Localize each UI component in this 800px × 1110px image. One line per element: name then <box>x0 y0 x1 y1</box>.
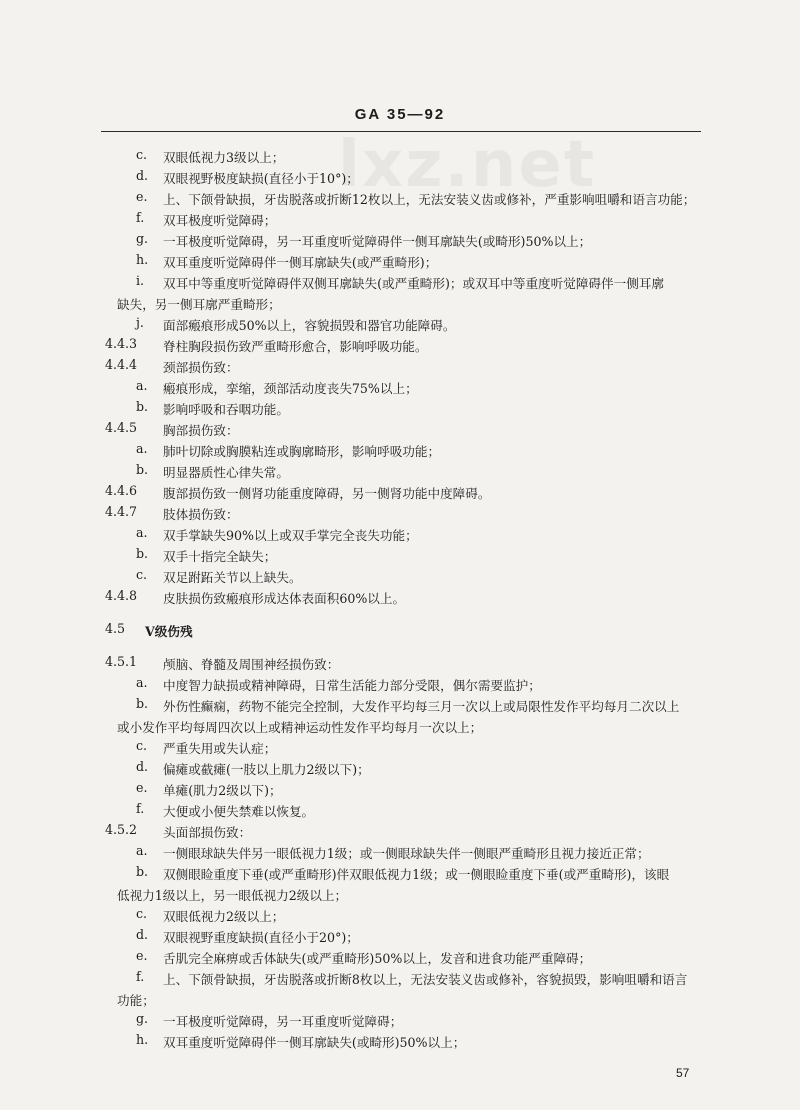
line-text: 舌肌完全麻痹或舌体缺失(或严重畸形)50%以上，发音和进食功能严重障碍； <box>163 951 592 966</box>
line-text: 上、下颌骨缺损，牙齿脱落或折断12枚以上，无法安装义齿或修补，严重影响咀嚼和语言功能； <box>163 192 696 207</box>
text-line <box>0 780 800 801</box>
section-line <box>0 588 800 609</box>
line-label: g. <box>136 1011 149 1026</box>
line-text: 双眼低视力2级以上； <box>163 909 285 924</box>
text-line <box>0 843 800 864</box>
section-gap <box>0 642 800 654</box>
line-label: 4.4.6 <box>105 483 138 498</box>
text-line <box>0 948 800 969</box>
line-label: f. <box>136 210 145 225</box>
line-label: f. <box>136 801 145 816</box>
section-gap <box>0 609 800 621</box>
line-label: c. <box>136 147 148 162</box>
text-line <box>0 990 800 1011</box>
line-label: h. <box>136 1032 149 1047</box>
section-line <box>0 654 800 675</box>
section-line <box>0 420 800 441</box>
line-text: 双手掌缺失90%以上或双手掌完全丧失功能； <box>163 528 418 543</box>
line-text: 外伤性癫痫，药物不能完全控制，大发作平均每三月一次以上或局限性发作平均每月二次以上 <box>163 699 680 714</box>
line-label: 4.5.1 <box>105 654 138 669</box>
text-line <box>0 969 800 990</box>
text-line <box>0 168 800 189</box>
text-line <box>0 189 800 210</box>
text-line <box>0 927 800 948</box>
line-label: 4.4.4 <box>105 357 138 372</box>
line-label: 4.4.8 <box>105 588 138 603</box>
line-text: 一耳极度听觉障碍，另一耳重度听觉障碍伴一侧耳廓缺失(或畸形)50%以上； <box>163 234 592 249</box>
line-label: a. <box>136 843 148 858</box>
line-text: 面部瘢痕形成50%以上，容貌损毁和器官功能障碍。 <box>163 318 456 333</box>
line-label: d. <box>136 927 149 942</box>
text-line <box>0 546 800 567</box>
line-text: 双耳中等重度听觉障碍伴双侧耳廓缺失(或严重畸形)；或双耳中等重度听觉障碍伴一侧耳廓 <box>163 276 664 291</box>
line-label: c. <box>136 738 148 753</box>
text-line <box>0 231 800 252</box>
line-text: 双眼低视力3级以上； <box>163 150 285 165</box>
line-text: 低视力1级以上，另一眼低视力2级以上； <box>117 888 348 903</box>
text-line <box>0 567 800 588</box>
line-text: 中度智力缺损或精神障碍，日常生活能力部分受限，偶尔需要监护； <box>163 678 541 693</box>
line-text: 双手十指完全缺失； <box>163 549 277 564</box>
page-number: 57 <box>676 1066 690 1080</box>
line-text: 双足跗跖关节以上缺失。 <box>163 570 302 585</box>
line-label: 4.5.2 <box>105 822 138 837</box>
line-text: 肢体损伤致： <box>163 507 239 522</box>
line-text: 严重失用或失认症； <box>163 741 277 756</box>
line-text: 颅脑、脊髓及周围神经损伤致： <box>163 657 340 672</box>
line-label: e. <box>136 780 148 795</box>
line-text: 双眼视野极度缺损(直径小于10°)； <box>163 171 359 186</box>
line-text: 胸部损伤致： <box>163 423 239 438</box>
text-line <box>0 378 800 399</box>
text-line <box>0 885 800 906</box>
line-text: 腹部损伤致一侧肾功能重度障碍，另一侧肾功能中度障碍。 <box>163 486 491 501</box>
line-label: i. <box>136 273 145 288</box>
line-text: 双耳重度听觉障碍伴一侧耳廓缺失(或畸形)50%以上； <box>163 1035 466 1050</box>
line-label: h. <box>136 252 149 267</box>
line-text: 瘢痕形成，挛缩，颈部活动度丧失75%以上； <box>163 381 418 396</box>
line-text: 或小发作平均每周四次以上或精神运动性发作平均每月一次以上； <box>117 720 483 735</box>
line-text: 单瘫(肌力2级以下)； <box>163 783 282 798</box>
text-line <box>0 525 800 546</box>
line-text: 双眼视野重度缺损(直径小于20°)； <box>163 930 359 945</box>
line-label: e. <box>136 189 148 204</box>
line-label: a. <box>136 441 148 456</box>
text-line <box>0 801 800 822</box>
section-line <box>0 483 800 504</box>
line-text: 脊柱胸段损伤致严重畸形愈合，影响呼吸功能。 <box>163 339 428 354</box>
text-line <box>0 717 800 738</box>
text-line <box>0 441 800 462</box>
line-label: b. <box>136 546 149 561</box>
section-line <box>0 621 800 642</box>
line-label: j. <box>136 315 144 330</box>
line-text: Ⅴ级伤残 <box>145 624 193 639</box>
line-text: 头面部损伤致： <box>163 825 252 840</box>
line-label: b. <box>136 864 149 879</box>
text-line <box>0 906 800 927</box>
line-text: 偏瘫或截瘫(一肢以上肌力2级以下)； <box>163 762 370 777</box>
line-text: 大便或小便失禁难以恢复。 <box>163 804 315 819</box>
line-label: a. <box>136 378 148 393</box>
line-text: 上、下颌骨缺损，牙齿脱落或折断8枚以上，无法安装义齿或修补，容貌损毁，影响咀嚼和语言 <box>163 972 688 987</box>
text-line <box>0 294 800 315</box>
line-label: 4.4.7 <box>105 504 138 519</box>
line-text: 一侧眼球缺失伴另一眼低视力1级；或一侧眼球缺失伴一侧眼严重畸形且视力接近正常； <box>163 846 650 861</box>
line-text: 颈部损伤致： <box>163 360 239 375</box>
text-line <box>0 252 800 273</box>
text-line <box>0 462 800 483</box>
line-label: a. <box>136 675 148 690</box>
text-line <box>0 759 800 780</box>
line-label: 4.4.5 <box>105 420 138 435</box>
line-label: 4.5 <box>105 621 126 636</box>
line-text: 影响呼吸和吞咽功能。 <box>163 402 289 417</box>
line-text: 明显器质性心律失常。 <box>163 465 289 480</box>
line-text: 肺叶切除或胸膜粘连或胸廓畸形，影响呼吸功能； <box>163 444 441 459</box>
line-text: 一耳极度听觉障碍，另一耳重度听觉障碍； <box>163 1014 403 1029</box>
section-line <box>0 504 800 525</box>
document-body <box>0 147 800 1053</box>
line-label: e. <box>136 948 148 963</box>
line-label: b. <box>136 696 149 711</box>
line-label: a. <box>136 525 148 540</box>
line-label: d. <box>136 168 149 183</box>
document-code-header: GA 35—92 <box>354 106 446 123</box>
line-text: 功能； <box>117 993 155 1008</box>
text-line <box>0 1011 800 1032</box>
text-line <box>0 696 800 717</box>
text-line <box>0 1032 800 1053</box>
line-label: b. <box>136 462 149 477</box>
line-text: 双侧眼睑重度下垂(或严重畸形)伴双眼低视力1级；或一侧眼睑重度下垂(或严重畸形)，该眼 <box>163 867 670 882</box>
text-line <box>0 738 800 759</box>
line-text: 双耳重度听觉障碍伴一侧耳廓缺失(或严重畸形)； <box>163 255 438 270</box>
line-label: f. <box>136 969 145 984</box>
section-line <box>0 822 800 843</box>
text-line <box>0 864 800 885</box>
line-text: 双耳极度听觉障碍； <box>163 213 277 228</box>
text-line <box>0 273 800 294</box>
text-line <box>0 675 800 696</box>
line-label: c. <box>136 567 148 582</box>
line-label: c. <box>136 906 148 921</box>
text-line <box>0 210 800 231</box>
text-line <box>0 147 800 168</box>
line-text: 缺失，另一侧耳廓严重畸形； <box>117 297 281 312</box>
section-line <box>0 336 800 357</box>
text-line <box>0 315 800 336</box>
line-text: 皮肤损伤致瘢痕形成达体表面积60%以上。 <box>163 591 406 606</box>
line-label: g. <box>136 231 149 246</box>
line-label: b. <box>136 399 149 414</box>
line-label: d. <box>136 759 149 774</box>
text-line <box>0 399 800 420</box>
line-label: 4.4.3 <box>105 336 138 351</box>
section-line <box>0 357 800 378</box>
